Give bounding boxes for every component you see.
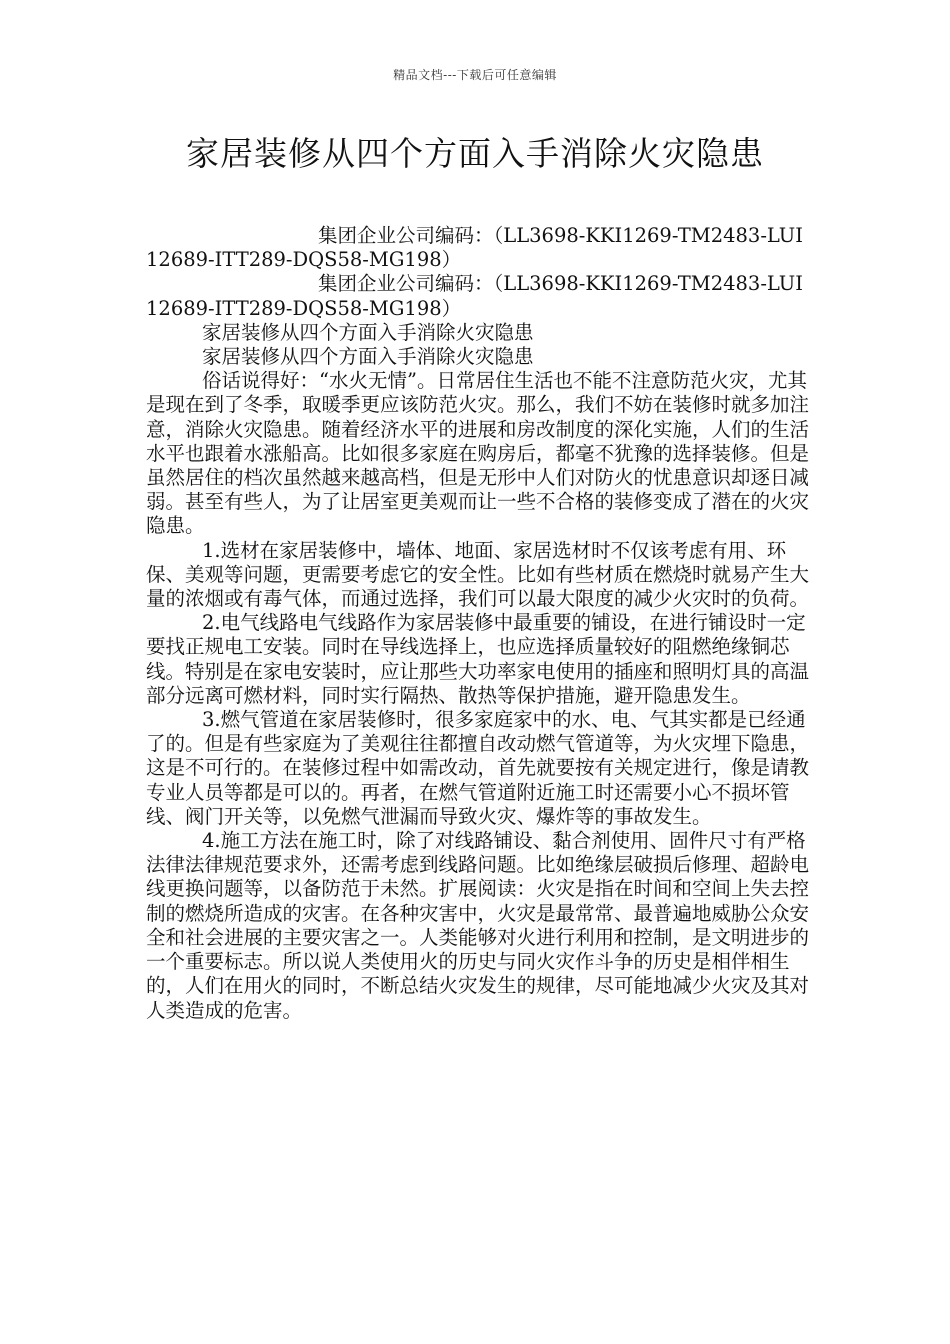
section-construction-paragraph: 4.施工方法在施工时，除了对线路铺设、黏合剂使用、固件尺寸有严格法律法律规范要求外，还需考虑到线路问题。比如绝缘层破损后修理、超龄电线更换问题等，以备防范于未然。扩展阅读：火灾是指在时间和空间上失去控制的燃烧所造成的灾害。在各种灾害中，火灾是最常常、最普遍地威胁公众安全和社会进展的主要灾害之一。人类能够对火进行利用和控制，是文明进步的一个重要标志。所以说人类使用火的历史与同火灾作斗争的历史是相伴相生的，人们在用火的同时，不断总结火灾发生的规律，尽可能地减少火灾及其对人类造成的危害。 xyxy=(146,829,810,1022)
document-title: 家居装修从四个方面入手消除火灾隐患 xyxy=(186,134,764,173)
document-body xyxy=(146,224,810,1023)
company-code-line: 集团企业公司编码：（LL3698-KKI1269-TM2483-LUI12689-ITT289-DQS58-MG198） xyxy=(146,224,803,272)
intro-paragraph: 俗话说得好：“水火无情”。日常居住生活也不能不注意防范火灾，尤其是现在到了冬季，取暖季更应该防范火灾。那么，我们不妨在装修时就多加注意，消除火灾隐患。随着经济水平的进展和房改制度的深化实施，人们的生活水平也跟着水涨船高。比如很多家庭在购房后，都毫不犹豫的选择装修。但是虽然居住的档次虽然越来越高档，但是无形中人们对防火的忧患意识却逐日减弱。甚至有些人，为了让居室更美观而让一些不合格的装修变成了潜在的火灾隐患。 xyxy=(146,369,810,538)
section-materials-paragraph: 1.选材在家居装修中，墙体、地面、家居选材时不仅该考虑有用、环保、美观等问题，更需要考虑它的安全性。比如有些材质在燃烧时就易产生大量的浓烟或有毒气体，而通过选择，我们可以最大限度的减少火灾时的负荷。 xyxy=(146,538,810,611)
subtitle-line: 家居装修从四个方面入手消除火灾隐患 xyxy=(202,320,534,344)
section-gas-pipe-paragraph: 3.燃气管道在家居装修时，很多家庭家中的水、电、气其实都是已经通了的。但是有些家庭为了美观往往都擅自改动燃气管道等，为火灾埋下隐患，这是不可行的。在装修过程中如需改动，首先就要按有关规定进行，像是请教专业人员等都是可以的。再者，在燃气管道附近施工时还需要小心不损坏管线、阀门开关等，以免燃气泄漏而导致火灾、爆炸等的事故发生。 xyxy=(146,708,810,828)
company-code-line: 集团企业公司编码：（LL3698-KKI1269-TM2483-LUI12689-ITT289-DQS58-MG198） xyxy=(146,272,803,320)
header-note: 精品文档---下载后可任意编辑 xyxy=(393,68,557,82)
subtitle-line: 家居装修从四个方面入手消除火灾隐患 xyxy=(202,345,534,369)
section-wiring-paragraph: 2.电气线路电气线路作为家居装修中最重要的铺设，在进行铺设时一定要找正规电工安装。同时在导线选择上，也应选择质量较好的阻燃绝缘铜芯线。特别是在家电安装时，应让那些大功率家电使用的插座和照明灯具的高温部分远离可燃材料，同时实行隔热、散热等保护措施，避开隐患发生。 xyxy=(146,611,810,707)
